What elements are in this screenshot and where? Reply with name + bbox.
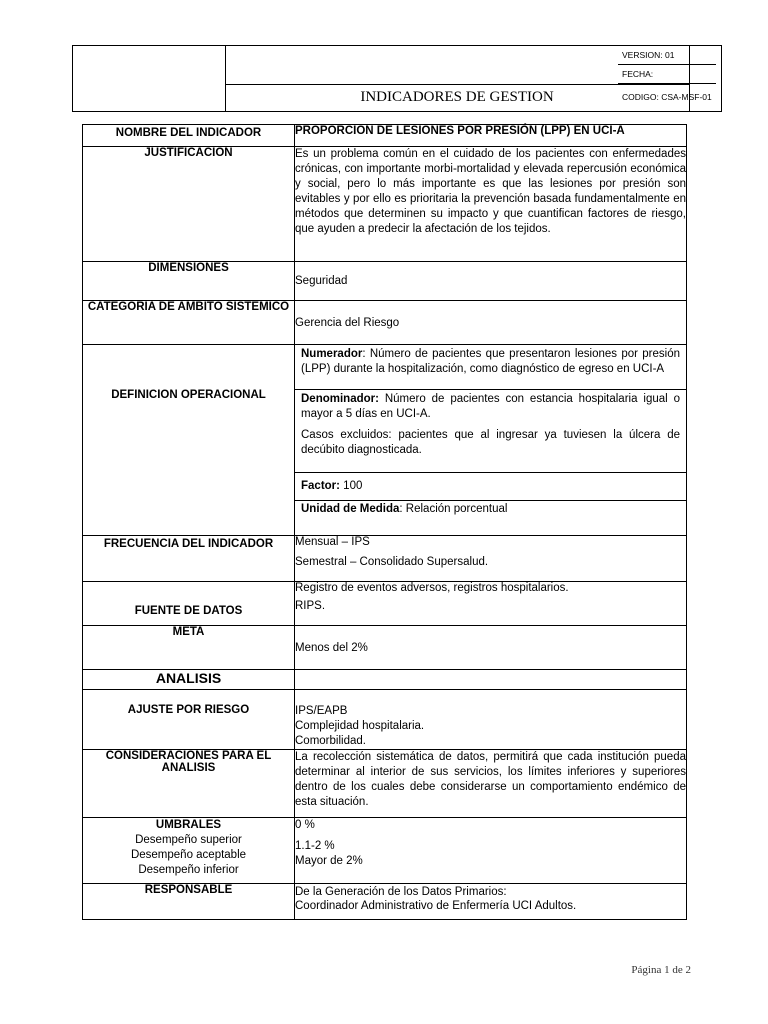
label-frecuencia: FRECUENCIA DEL INDICADOR: [83, 536, 295, 582]
label-fuente: FUENTE DE DATOS: [83, 582, 295, 626]
ajuste-line3: Comorbilidad.: [295, 735, 366, 747]
denominador-text: Número de pacientes con estancia hospitalaria igual o mayor a 5 días en UCI-A.: [301, 393, 680, 420]
value-dimensiones: Seguridad: [295, 262, 687, 301]
value-nombre: PROPORCION DE LESIONES POR PRESIÓN (LPP) EN UCI-A: [295, 125, 687, 147]
row-ajuste: [83, 690, 687, 750]
umbral-aceptable-value: 1.1-2 %: [295, 840, 335, 852]
label-nombre: NOMBRE DEL INDICADOR: [83, 125, 295, 147]
denominador-block: [295, 389, 686, 472]
denominador-label: Denominador:: [301, 393, 379, 405]
logo-cell: [73, 46, 226, 111]
label-analisis: ANALISIS: [83, 670, 295, 690]
row-meta: [83, 626, 687, 670]
fuente-line1: Registro de eventos adversos, registros hospitalarios.: [295, 582, 569, 594]
row-consideraciones: [83, 750, 687, 818]
numerador-block: [295, 345, 686, 389]
factor-label: Factor:: [301, 480, 340, 492]
row-fuente: [83, 582, 687, 626]
version-field: VERSION: 01: [618, 46, 716, 65]
numerador-text: : Número de pacientes que presentaron lesiones por presión (LPP) durante la hospitalización, como diagnóstico de egreso en UCI-A: [301, 348, 680, 375]
umbral-inferior-value: Mayor de 2%: [295, 855, 363, 867]
document-title: INDICADORES DE GESTION: [225, 84, 690, 111]
fecha-field: FECHA:: [618, 65, 716, 84]
value-ajuste: [295, 690, 687, 750]
value-responsable: [295, 884, 687, 920]
row-umbrales: [83, 818, 687, 884]
value-consideraciones: La recolección sistemática de datos, permitirá que cada institución pueda determinar al interior de sus servicios, los límites inferiores y superiores dentro de los cuales debe considerarse un comportamiento endémico de esta situación.: [295, 750, 687, 818]
label-responsable: RESPONSABLE: [83, 884, 295, 920]
page-number: Página 1 de 2: [631, 964, 691, 976]
value-categoria: Gerencia del Riesgo: [295, 301, 687, 345]
responsable-line1: De la Generación de los Datos Primarios:: [295, 886, 507, 898]
fuente-line2: RIPS.: [295, 600, 326, 612]
unidad-value: : Relación porcentual: [399, 503, 508, 515]
casos-excluidos: Casos excluidos: pacientes que al ingresar ya tuviesen la úlcera de decúbito diagnosticada.: [301, 429, 680, 456]
row-nombre: [83, 125, 687, 147]
factor-block: [295, 472, 686, 500]
ajuste-line1: IPS/EAPB: [295, 705, 348, 717]
umbrales-title: UMBRALES: [155, 819, 222, 831]
label-categoria: CATEGORIA DE AMBITO SISTEMICO: [83, 301, 295, 345]
umbral-superior-value: 0 %: [295, 819, 315, 831]
frecuencia-line2: Semestral – Consolidado Supersalud.: [295, 556, 489, 568]
value-umbrales: [295, 818, 687, 884]
row-analisis: [83, 670, 687, 690]
value-definicion: [295, 345, 687, 536]
label-meta: META: [83, 626, 295, 670]
row-justificacion: [83, 147, 687, 262]
row-responsable: [83, 884, 687, 920]
value-justificacion: Es un problema común en el cuidado de los pacientes con enfermedades crónicas, con importante morbi-mortalidad y elevada repercusión económica y social, pero lo más importante es que las lesiones por presión son evitables y por ello es prioritaria la prevención basada fundamentalmente en métodos que determinen su impacto y que cuantifican factores de riesgo, que ayuden a predecir la afectación de los tejidos.: [295, 147, 687, 262]
value-fuente: [295, 582, 687, 626]
row-dimensiones: [83, 262, 687, 301]
umbral-aceptable-label: Desempeño aceptable: [130, 849, 247, 861]
ajuste-line2: Complejidad hospitalaria.: [295, 720, 425, 732]
value-frecuencia: [295, 536, 687, 582]
indicator-table: [82, 124, 687, 920]
value-meta: Menos del 2%: [295, 626, 687, 670]
umbral-superior-label: Desempeño superior: [135, 834, 242, 846]
label-consideraciones: CONSIDERACIONES PARA EL ANALISIS: [83, 750, 295, 818]
umbral-inferior-label: Desempeño inferior: [138, 864, 239, 876]
factor-value: 100: [339, 480, 363, 492]
label-dimensiones: DIMENSIONES: [83, 262, 295, 301]
unidad-block: [295, 500, 686, 535]
responsable-line2: Coordinador Administrativo de Enfermería UCI Adultos.: [295, 900, 577, 912]
row-categoria: [83, 301, 687, 345]
numerador-label: Numerador: [301, 348, 363, 360]
label-ajuste: AJUSTE POR RIESGO: [83, 690, 295, 750]
row-frecuencia: [83, 536, 687, 582]
row-definicion: [83, 345, 687, 536]
codigo-field: CODIGO: CSA-MSF-01: [622, 92, 712, 102]
frecuencia-line1: Mensual – IPS: [295, 536, 370, 548]
document-header: [72, 45, 722, 112]
unidad-label: Unidad de Medida: [301, 503, 400, 515]
label-justificacion: JUSTIFICACION: [83, 147, 295, 262]
value-analisis: [295, 670, 687, 690]
label-definicion: DEFINICION OPERACIONAL: [83, 345, 295, 536]
label-umbrales: [83, 818, 295, 884]
